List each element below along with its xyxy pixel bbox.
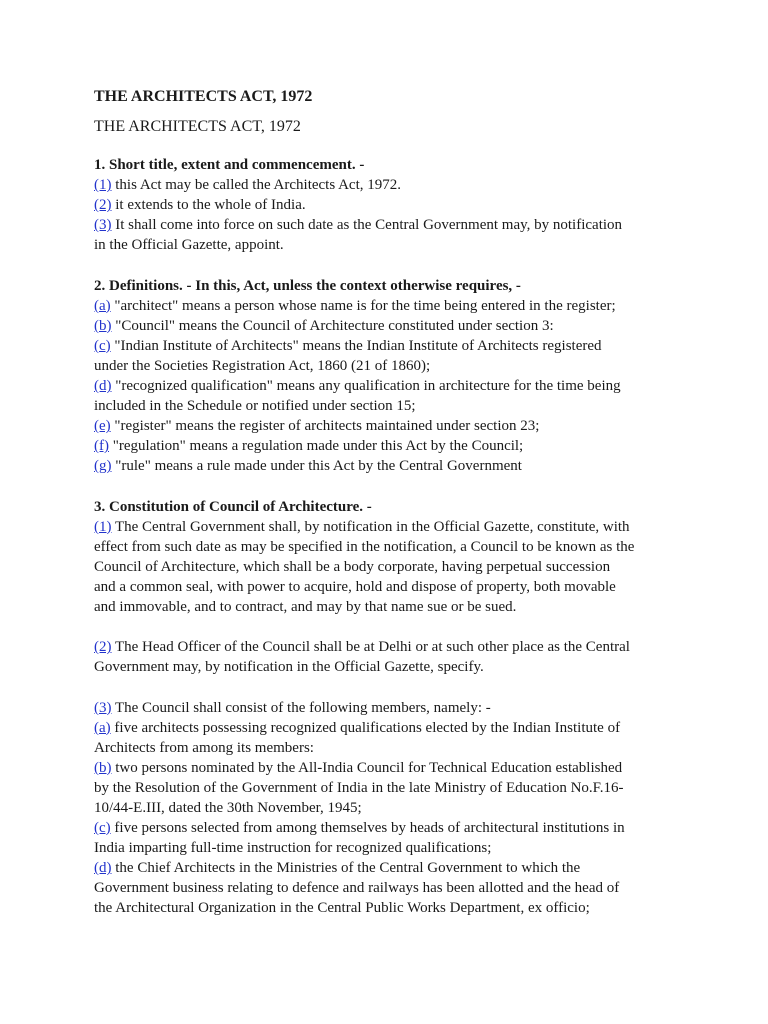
continuation-text: 10/44-E.III, dated the 30th November, 1945; <box>94 800 362 816</box>
clause-line <box>94 698 634 718</box>
clause-text: the Chief Architects in the Ministries of the Central Government to which the <box>115 860 581 877</box>
clause-line <box>94 376 634 396</box>
clause-number-link[interactable]: (d) <box>94 378 112 395</box>
clause-text: "register" means the register of architects maintained under section 23; <box>114 418 540 435</box>
clause-number-link[interactable]: (e) <box>94 418 111 435</box>
continuation-line <box>94 557 634 577</box>
continuation-text: and immovable, and to contract, and may by that name sue or be sued. <box>94 599 517 616</box>
continuation-line <box>94 878 634 898</box>
clause-text: The Council shall consist of the following members, namely: - <box>114 699 491 716</box>
continuation-text: Government may, by notification in the Official Gazette, specify. <box>94 659 484 676</box>
clause-text: "Council" means the Council of Architecture constituted under section 3: <box>115 317 554 334</box>
clause-text: two persons nominated by the All-India Council for Technical Education established <box>115 759 623 776</box>
clause-text: The Head Officer of the Council shall be at Delhi or at such other place as the Central <box>114 639 630 656</box>
clause-number-link[interactable]: (c) <box>94 337 111 354</box>
clause-number-link[interactable]: (b) <box>94 317 112 334</box>
clause-text: five architects possessing recognized qualifications elected by the Indian Institute of <box>114 719 621 736</box>
continuation-text: the Architectural Organization in the Central Public Works Department, ex officio; <box>94 900 590 917</box>
clause-line <box>94 296 634 316</box>
clause-line <box>94 517 634 537</box>
clause-text: it extends to the whole of India. <box>115 197 306 214</box>
clause-number-link[interactable]: (2) <box>94 639 112 656</box>
clause-text: five persons selected from among themselves by heads of architectural institutions in <box>114 820 625 837</box>
clause-text: "architect" means a person whose name is for the time being entered in the register; <box>114 297 616 314</box>
continuation-text: and a common seal, with power to acquire, hold and dispose of property, both movable <box>94 578 616 595</box>
continuation-line <box>94 235 634 255</box>
document-subtitle: THE ARCHITECTS ACT, 1972 <box>94 118 301 135</box>
continuation-line <box>94 838 634 858</box>
paragraph <box>94 276 634 477</box>
continuation-line <box>94 577 634 597</box>
continuation-text: by the Resolution of the Government of India in the late Ministry of Education No.F.16- <box>94 779 624 796</box>
continuation-line <box>94 798 634 818</box>
continuation-line <box>94 356 634 376</box>
section-heading: 2. Definitions. - In this, Act, unless the context otherwise requires, - <box>94 277 521 294</box>
clause-number-link[interactable]: (1) <box>94 177 112 194</box>
paragraph <box>94 497 634 618</box>
continuation-text: under the Societies Registration Act, 1860 (21 of 1860); <box>94 357 431 374</box>
clause-line <box>94 456 634 476</box>
document-page <box>94 87 634 939</box>
paragraph <box>94 155 634 255</box>
clause-number-link[interactable]: (3) <box>94 699 112 716</box>
clause-text: "recognized qualification" means any qualification in architecture for the time being <box>115 378 621 395</box>
clause-line <box>94 175 634 195</box>
continuation-text: Government business relating to defence and railways has been allotted and the head of <box>94 880 620 897</box>
clause-text: The Central Government shall, by notification in the Official Gazette, constitute, with <box>114 518 630 535</box>
continuation-line <box>94 778 634 798</box>
clause-number-link[interactable]: (a) <box>94 297 111 314</box>
clause-number-link[interactable]: (b) <box>94 759 112 776</box>
continuation-text: in the Official Gazette, appoint. <box>94 237 284 254</box>
clause-line <box>94 637 634 657</box>
continuation-text: Architects from among its members: <box>94 739 314 756</box>
clause-line <box>94 215 634 235</box>
clause-line <box>94 316 634 336</box>
clause-line <box>94 195 634 215</box>
document-title: THE ARCHITECTS ACT, 1972 <box>94 88 313 105</box>
clause-line <box>94 818 634 838</box>
clause-line <box>94 416 634 436</box>
continuation-text: India imparting full-time instruction for recognized qualifications; <box>94 840 492 857</box>
continuation-text: included in the Schedule or notified under section 15; <box>94 398 416 415</box>
continuation-line <box>94 537 634 557</box>
paragraph <box>94 637 634 677</box>
clause-number-link[interactable]: (f) <box>94 438 109 455</box>
continuation-line <box>94 396 634 416</box>
clause-number-link[interactable]: (1) <box>94 518 112 535</box>
clause-number-link[interactable]: (d) <box>94 860 112 877</box>
continuation-text: effect from such date as may be specified in the notification, a Council to be known as the <box>94 538 635 555</box>
clause-number-link[interactable]: (c) <box>94 820 111 837</box>
document-body <box>94 155 634 919</box>
clause-number-link[interactable]: (3) <box>94 217 112 234</box>
continuation-text: Council of Architecture, which shall be a body corporate, having perpetual succession <box>94 558 611 575</box>
clause-text: It shall come into force on such date as the Central Government may, by notification <box>115 217 623 234</box>
clause-line <box>94 336 634 356</box>
clause-line <box>94 858 634 878</box>
continuation-line <box>94 597 634 617</box>
continuation-line <box>94 657 634 677</box>
clause-text: "rule" means a rule made under this Act by the Central Government <box>115 458 522 475</box>
paragraph <box>94 698 634 919</box>
continuation-line <box>94 898 634 918</box>
clause-number-link[interactable]: (a) <box>94 719 111 736</box>
clause-number-link[interactable]: (g) <box>94 458 112 475</box>
clause-line <box>94 718 634 738</box>
continuation-line <box>94 738 634 758</box>
section-heading: 1. Short title, extent and commencement. - <box>94 157 365 173</box>
clause-line <box>94 758 634 778</box>
clause-number-link[interactable]: (2) <box>94 197 112 214</box>
section-heading: 3. Constitution of Council of Architecture. - <box>94 498 372 515</box>
clause-text: this Act may be called the Architects Act, 1972. <box>115 177 402 194</box>
clause-text: "regulation" means a regulation made under this Act by the Council; <box>112 438 524 455</box>
clause-text: "Indian Institute of Architects" means the Indian Institute of Architects registered <box>114 337 602 354</box>
clause-line <box>94 436 634 456</box>
